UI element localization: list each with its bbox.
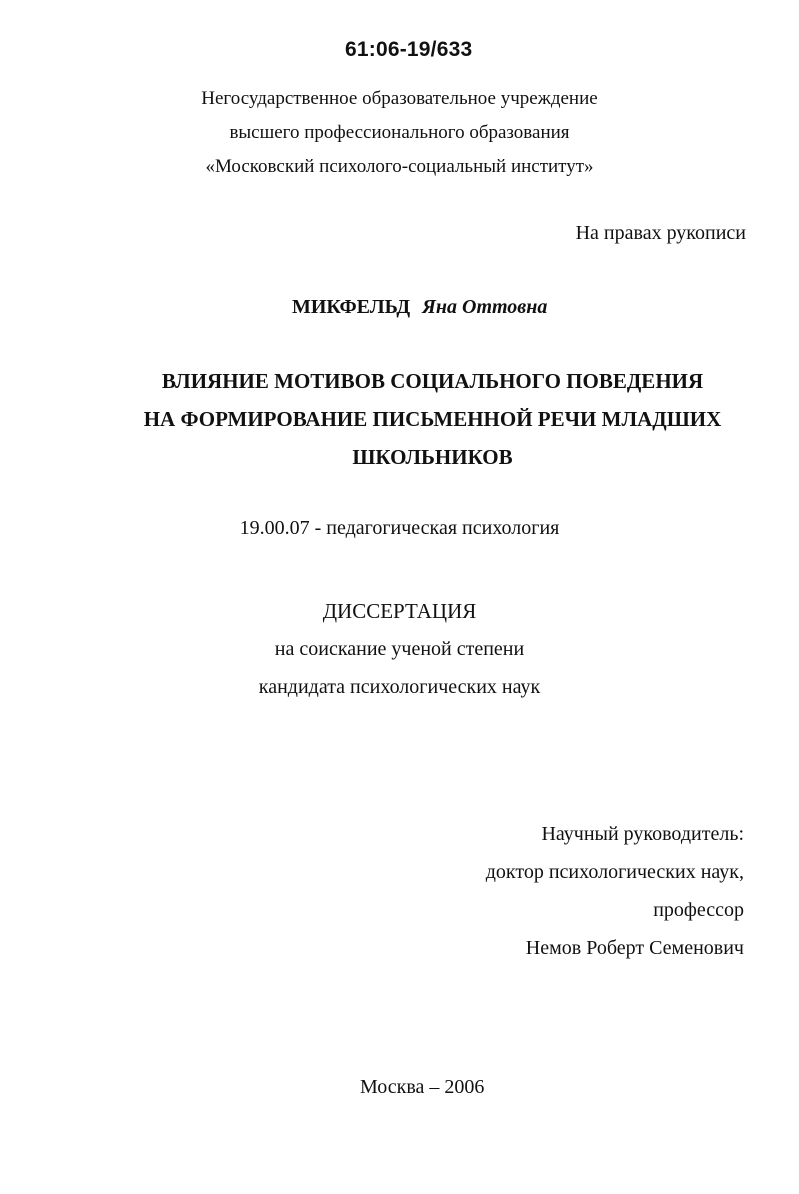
supervisor-name: Немов Роберт Семенович <box>525 937 744 959</box>
institution-line-2: высшего профессионального образования <box>229 122 570 143</box>
manuscript-rights: На правах рукописи <box>575 222 746 244</box>
title-line-1: ВЛИЯНИЕ МОТИВОВ СОЦИАЛЬНОГО ПОВЕДЕНИЯ <box>161 369 704 393</box>
dissertation-heading: ДИССЕРТАЦИЯ <box>322 599 477 623</box>
supervisor-rank: профессор <box>653 899 744 921</box>
degree-line-1: на соискание ученой степени <box>274 638 525 660</box>
institution-line-1: Негосударственное образовательное учреждение <box>201 88 598 109</box>
supervisor-block <box>486 815 744 967</box>
author-name <box>292 296 547 319</box>
supervisor-label: Научный руководитель: <box>541 823 744 845</box>
degree-line-2: кандидата психологических наук <box>258 676 541 698</box>
udc-code: 61:06-19/633 <box>345 38 473 61</box>
supervisor-degree: доктор психологических наук, <box>485 861 744 883</box>
title-line-2: НА ФОРМИРОВАНИЕ ПИСЬМЕННОЙ РЕЧИ МЛАДШИХ <box>143 407 722 431</box>
title-line-3: ШКОЛЬНИКОВ <box>352 445 513 469</box>
author-given-name: Яна Оттовна <box>422 296 548 318</box>
degree-block <box>0 592 799 706</box>
institution-line-3: «Московский психолого-социальный институт» <box>205 156 594 177</box>
dissertation-title <box>0 362 799 476</box>
author-surname: МИКФЕЛЬД <box>292 296 411 318</box>
institution-block <box>0 82 799 184</box>
specialty-code: 19.00.07 - педагогическая психология <box>239 517 560 539</box>
city-year: Москва – 2006 <box>360 1076 485 1098</box>
